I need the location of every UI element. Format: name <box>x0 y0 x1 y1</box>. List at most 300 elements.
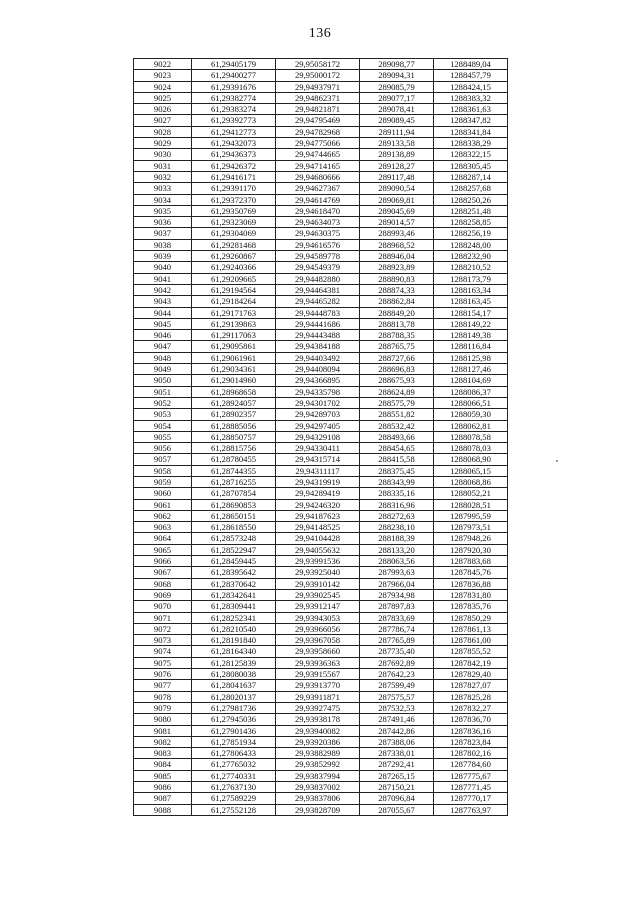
longitude-cell: 29,94680666 <box>276 171 360 182</box>
longitude-cell: 29,94616576 <box>276 239 360 250</box>
latitude-cell: 61,28573248 <box>192 533 276 544</box>
point-number-cell: 9034 <box>134 194 192 205</box>
x-coordinate-cell: 289045,69 <box>360 205 434 216</box>
latitude-cell: 61,27637130 <box>192 782 276 793</box>
latitude-cell: 61,29117063 <box>192 330 276 341</box>
table-row <box>134 217 508 228</box>
longitude-cell: 29,94443488 <box>276 330 360 341</box>
latitude-cell: 61,28924057 <box>192 397 276 408</box>
x-coordinate-cell: 287532,53 <box>360 702 434 713</box>
table-row <box>134 499 508 510</box>
x-coordinate-cell: 288849,20 <box>360 307 434 318</box>
y-coordinate-cell: 1288125,98 <box>434 352 508 363</box>
longitude-cell: 29,94441686 <box>276 318 360 329</box>
table-row <box>134 601 508 612</box>
y-coordinate-cell: 1287831,80 <box>434 589 508 600</box>
point-number-cell: 9085 <box>134 770 192 781</box>
point-number-cell: 9072 <box>134 623 192 634</box>
latitude-cell: 61,28191840 <box>192 635 276 646</box>
table-row <box>134 420 508 431</box>
table-row <box>134 194 508 205</box>
latitude-cell: 61,29281468 <box>192 239 276 250</box>
point-number-cell: 9075 <box>134 657 192 668</box>
x-coordinate-cell: 287833,69 <box>360 612 434 623</box>
point-number-cell: 9086 <box>134 782 192 793</box>
y-coordinate-cell: 1287845,76 <box>434 567 508 578</box>
latitude-cell: 61,29400277 <box>192 70 276 81</box>
x-coordinate-cell: 288862,84 <box>360 296 434 307</box>
latitude-cell: 61,29372370 <box>192 194 276 205</box>
longitude-cell: 29,93912147 <box>276 601 360 612</box>
longitude-cell: 29,94714165 <box>276 160 360 171</box>
table-row <box>134 702 508 713</box>
point-number-cell: 9023 <box>134 70 192 81</box>
point-number-cell: 9084 <box>134 759 192 770</box>
x-coordinate-cell: 289085,79 <box>360 81 434 92</box>
point-number-cell: 9032 <box>134 171 192 182</box>
latitude-cell: 61,28716255 <box>192 476 276 487</box>
longitude-cell: 29,94627367 <box>276 183 360 194</box>
table-row <box>134 544 508 555</box>
latitude-cell: 61,28707854 <box>192 488 276 499</box>
point-number-cell: 9083 <box>134 748 192 759</box>
y-coordinate-cell: 1287835,76 <box>434 601 508 612</box>
latitude-cell: 61,27765032 <box>192 759 276 770</box>
y-coordinate-cell: 1288457,79 <box>434 70 508 81</box>
longitude-cell: 29,94782968 <box>276 126 360 137</box>
point-number-cell: 9068 <box>134 578 192 589</box>
longitude-cell: 29,93936363 <box>276 657 360 668</box>
x-coordinate-cell: 288238,10 <box>360 522 434 533</box>
table-row <box>134 578 508 589</box>
y-coordinate-cell: 1287836,70 <box>434 714 508 725</box>
point-number-cell: 9063 <box>134 522 192 533</box>
table-row <box>134 92 508 103</box>
point-number-cell: 9045 <box>134 318 192 329</box>
longitude-cell: 29,93991536 <box>276 556 360 567</box>
table-row <box>134 386 508 397</box>
table-row <box>134 284 508 295</box>
longitude-cell: 29,93837806 <box>276 793 360 804</box>
x-coordinate-cell: 287055,67 <box>360 804 434 815</box>
point-number-cell: 9036 <box>134 217 192 228</box>
x-coordinate-cell: 287966,04 <box>360 578 434 589</box>
y-coordinate-cell: 1288059,30 <box>434 409 508 420</box>
table-row <box>134 793 508 804</box>
table-row <box>134 330 508 341</box>
x-coordinate-cell: 288188,39 <box>360 533 434 544</box>
x-coordinate-cell: 288727,66 <box>360 352 434 363</box>
point-number-cell: 9062 <box>134 510 192 521</box>
table-row <box>134 171 508 182</box>
x-coordinate-cell: 288316,96 <box>360 499 434 510</box>
point-number-cell: 9071 <box>134 612 192 623</box>
longitude-cell: 29,94618470 <box>276 205 360 216</box>
point-number-cell: 9051 <box>134 386 192 397</box>
point-number-cell: 9055 <box>134 431 192 442</box>
table-row <box>134 567 508 578</box>
longitude-cell: 29,94821871 <box>276 104 360 115</box>
longitude-cell: 29,93913770 <box>276 680 360 691</box>
y-coordinate-cell: 1288341,84 <box>434 126 508 137</box>
y-coordinate-cell: 1288078,58 <box>434 431 508 442</box>
latitude-cell: 61,28459445 <box>192 556 276 567</box>
table-row <box>134 375 508 386</box>
x-coordinate-cell: 287765,89 <box>360 635 434 646</box>
y-coordinate-cell: 1287861,13 <box>434 623 508 634</box>
point-number-cell: 9047 <box>134 341 192 352</box>
latitude-cell: 61,29432073 <box>192 138 276 149</box>
latitude-cell: 61,28164340 <box>192 646 276 657</box>
point-number-cell: 9056 <box>134 443 192 454</box>
table-row <box>134 115 508 126</box>
y-coordinate-cell: 1288251,48 <box>434 205 508 216</box>
latitude-cell: 61,27740331 <box>192 770 276 781</box>
longitude-cell: 29,93940082 <box>276 725 360 736</box>
longitude-cell: 29,94482880 <box>276 273 360 284</box>
latitude-cell: 61,27851934 <box>192 736 276 747</box>
longitude-cell: 29,94384188 <box>276 341 360 352</box>
table-row <box>134 669 508 680</box>
x-coordinate-cell: 288343,99 <box>360 476 434 487</box>
latitude-cell: 61,27806433 <box>192 748 276 759</box>
x-coordinate-cell: 288063,56 <box>360 556 434 567</box>
latitude-cell: 61,28744355 <box>192 465 276 476</box>
latitude-cell: 61,28885056 <box>192 420 276 431</box>
latitude-cell: 61,29034361 <box>192 364 276 375</box>
y-coordinate-cell: 1288104,69 <box>434 375 508 386</box>
point-number-cell: 9087 <box>134 793 192 804</box>
table-row <box>134 691 508 702</box>
latitude-cell: 61,28815756 <box>192 443 276 454</box>
table-row <box>134 341 508 352</box>
table-row <box>134 205 508 216</box>
longitude-cell: 29,94297405 <box>276 420 360 431</box>
table-row <box>134 443 508 454</box>
y-coordinate-cell: 1288322,15 <box>434 149 508 160</box>
latitude-cell: 61,27981736 <box>192 702 276 713</box>
x-coordinate-cell: 288993,46 <box>360 228 434 239</box>
longitude-cell: 29,93852992 <box>276 759 360 770</box>
table-row <box>134 522 508 533</box>
x-coordinate-cell: 289133,58 <box>360 138 434 149</box>
longitude-cell: 29,95058172 <box>276 59 360 70</box>
table-row <box>134 318 508 329</box>
point-number-cell: 9073 <box>134 635 192 646</box>
longitude-cell: 29,93927475 <box>276 702 360 713</box>
longitude-cell: 29,93828709 <box>276 804 360 815</box>
longitude-cell: 29,94775066 <box>276 138 360 149</box>
coordinates-table-container <box>133 58 508 816</box>
y-coordinate-cell: 1288232,90 <box>434 251 508 262</box>
longitude-cell: 29,94744665 <box>276 149 360 160</box>
longitude-cell: 29,93967058 <box>276 635 360 646</box>
latitude-cell: 61,29260867 <box>192 251 276 262</box>
y-coordinate-cell: 1287827,07 <box>434 680 508 691</box>
longitude-cell: 29,94408094 <box>276 364 360 375</box>
longitude-cell: 29,94634073 <box>276 217 360 228</box>
y-coordinate-cell: 1287771,45 <box>434 782 508 793</box>
table-row <box>134 160 508 171</box>
longitude-cell: 29,93882989 <box>276 748 360 759</box>
longitude-cell: 29,93966056 <box>276 623 360 634</box>
y-coordinate-cell: 1287883,68 <box>434 556 508 567</box>
x-coordinate-cell: 287292,41 <box>360 759 434 770</box>
table-row <box>134 736 508 747</box>
table-row <box>134 623 508 634</box>
longitude-cell: 29,94549379 <box>276 262 360 273</box>
table-row <box>134 364 508 375</box>
table-row <box>134 714 508 725</box>
point-number-cell: 9029 <box>134 138 192 149</box>
longitude-cell: 29,94187623 <box>276 510 360 521</box>
x-coordinate-cell: 288133,20 <box>360 544 434 555</box>
latitude-cell: 61,28902357 <box>192 409 276 420</box>
longitude-cell: 29,94937971 <box>276 81 360 92</box>
point-number-cell: 9064 <box>134 533 192 544</box>
latitude-cell: 61,29392773 <box>192 115 276 126</box>
longitude-cell: 29,93938178 <box>276 714 360 725</box>
point-number-cell: 9022 <box>134 59 192 70</box>
table-row <box>134 262 508 273</box>
table-row <box>134 352 508 363</box>
table-row <box>134 126 508 137</box>
y-coordinate-cell: 1287861,00 <box>434 635 508 646</box>
x-coordinate-cell: 287599,49 <box>360 680 434 691</box>
y-coordinate-cell: 1288116,84 <box>434 341 508 352</box>
longitude-cell: 29,93920386 <box>276 736 360 747</box>
y-coordinate-cell: 1288149,38 <box>434 330 508 341</box>
y-coordinate-cell: 1287850,29 <box>434 612 508 623</box>
longitude-cell: 29,94319919 <box>276 476 360 487</box>
point-number-cell: 9066 <box>134 556 192 567</box>
table-row <box>134 273 508 284</box>
x-coordinate-cell: 288624,89 <box>360 386 434 397</box>
latitude-cell: 61,29391676 <box>192 81 276 92</box>
point-number-cell: 9088 <box>134 804 192 815</box>
point-number-cell: 9044 <box>134 307 192 318</box>
table-row <box>134 465 508 476</box>
y-coordinate-cell: 1288383,32 <box>434 92 508 103</box>
point-number-cell: 9039 <box>134 251 192 262</box>
table-row <box>134 409 508 420</box>
table-row <box>134 612 508 623</box>
longitude-cell: 29,93925040 <box>276 567 360 578</box>
latitude-cell: 61,29171763 <box>192 307 276 318</box>
x-coordinate-cell: 288788,35 <box>360 330 434 341</box>
longitude-cell: 29,94311117 <box>276 465 360 476</box>
table-row <box>134 104 508 115</box>
y-coordinate-cell: 1287832,27 <box>434 702 508 713</box>
point-number-cell: 9033 <box>134 183 192 194</box>
y-coordinate-cell: 1287973,51 <box>434 522 508 533</box>
y-coordinate-cell: 1288347,82 <box>434 115 508 126</box>
y-coordinate-cell: 1288163,45 <box>434 296 508 307</box>
x-coordinate-cell: 289090,54 <box>360 183 434 194</box>
y-coordinate-cell: 1288028,51 <box>434 499 508 510</box>
table-row <box>134 759 508 770</box>
latitude-cell: 61,28395642 <box>192 567 276 578</box>
longitude-cell: 29,94465282 <box>276 296 360 307</box>
point-number-cell: 9078 <box>134 691 192 702</box>
x-coordinate-cell: 289014,57 <box>360 217 434 228</box>
y-coordinate-cell: 1288305,45 <box>434 160 508 171</box>
y-coordinate-cell: 1288086,37 <box>434 386 508 397</box>
point-number-cell: 9074 <box>134 646 192 657</box>
point-number-cell: 9035 <box>134 205 192 216</box>
latitude-cell: 61,29350769 <box>192 205 276 216</box>
longitude-cell: 29,95000172 <box>276 70 360 81</box>
x-coordinate-cell: 288532,42 <box>360 420 434 431</box>
x-coordinate-cell: 289128,27 <box>360 160 434 171</box>
latitude-cell: 61,28252341 <box>192 612 276 623</box>
x-coordinate-cell: 288272,63 <box>360 510 434 521</box>
longitude-cell: 29,94055632 <box>276 544 360 555</box>
y-coordinate-cell: 1287948,26 <box>434 533 508 544</box>
latitude-cell: 61,29209665 <box>192 273 276 284</box>
longitude-cell: 29,94614769 <box>276 194 360 205</box>
longitude-cell: 29,93837002 <box>276 782 360 793</box>
x-coordinate-cell: 287442,86 <box>360 725 434 736</box>
latitude-cell: 61,28020137 <box>192 691 276 702</box>
x-coordinate-cell: 287338,01 <box>360 748 434 759</box>
longitude-cell: 29,94330411 <box>276 443 360 454</box>
point-number-cell: 9070 <box>134 601 192 612</box>
longitude-cell: 29,94148525 <box>276 522 360 533</box>
point-number-cell: 9077 <box>134 680 192 691</box>
latitude-cell: 61,29139863 <box>192 318 276 329</box>
x-coordinate-cell: 288575,79 <box>360 397 434 408</box>
x-coordinate-cell: 287934,98 <box>360 589 434 600</box>
longitude-cell: 29,94403492 <box>276 352 360 363</box>
latitude-cell: 61,28309441 <box>192 601 276 612</box>
table-row <box>134 476 508 487</box>
table-row <box>134 138 508 149</box>
y-coordinate-cell: 1288149,22 <box>434 318 508 329</box>
longitude-cell: 29,94448783 <box>276 307 360 318</box>
y-coordinate-cell: 1288361,63 <box>434 104 508 115</box>
y-coordinate-cell: 1287823,84 <box>434 736 508 747</box>
longitude-cell: 29,94315714 <box>276 454 360 465</box>
latitude-cell: 61,28125839 <box>192 657 276 668</box>
table-row <box>134 149 508 160</box>
latitude-cell: 61,28210540 <box>192 623 276 634</box>
latitude-cell: 61,28618550 <box>192 522 276 533</box>
point-number-cell: 9038 <box>134 239 192 250</box>
x-coordinate-cell: 287150,21 <box>360 782 434 793</box>
y-coordinate-cell: 1288257,68 <box>434 183 508 194</box>
x-coordinate-cell: 287642,23 <box>360 669 434 680</box>
latitude-cell: 61,28780455 <box>192 454 276 465</box>
latitude-cell: 61,29383274 <box>192 104 276 115</box>
latitude-cell: 61,29014960 <box>192 375 276 386</box>
y-coordinate-cell: 1288062,81 <box>434 420 508 431</box>
x-coordinate-cell: 287575,57 <box>360 691 434 702</box>
y-coordinate-cell: 1287920,30 <box>434 544 508 555</box>
x-coordinate-cell: 288415,58 <box>360 454 434 465</box>
point-number-cell: 9082 <box>134 736 192 747</box>
longitude-cell: 29,93910142 <box>276 578 360 589</box>
x-coordinate-cell: 288375,45 <box>360 465 434 476</box>
point-number-cell: 9040 <box>134 262 192 273</box>
point-number-cell: 9052 <box>134 397 192 408</box>
latitude-cell: 61,29412773 <box>192 126 276 137</box>
point-number-cell: 9081 <box>134 725 192 736</box>
y-coordinate-cell: 1288250,26 <box>434 194 508 205</box>
latitude-cell: 61,29426372 <box>192 160 276 171</box>
longitude-cell: 29,94795469 <box>276 115 360 126</box>
y-coordinate-cell: 1288163,34 <box>434 284 508 295</box>
table-row <box>134 533 508 544</box>
page-number: 136 <box>308 26 332 41</box>
point-number-cell: 9025 <box>134 92 192 103</box>
table-row <box>134 510 508 521</box>
y-coordinate-cell: 1288248,00 <box>434 239 508 250</box>
point-number-cell: 9054 <box>134 420 192 431</box>
x-coordinate-cell: 289089,45 <box>360 115 434 126</box>
x-coordinate-cell: 288946,04 <box>360 251 434 262</box>
longitude-cell: 29,93902545 <box>276 589 360 600</box>
table-row <box>134 635 508 646</box>
point-number-cell: 9037 <box>134 228 192 239</box>
x-coordinate-cell: 287096,84 <box>360 793 434 804</box>
x-coordinate-cell: 289098,77 <box>360 59 434 70</box>
x-coordinate-cell: 288675,93 <box>360 375 434 386</box>
x-coordinate-cell: 288335,16 <box>360 488 434 499</box>
x-coordinate-cell: 288551,82 <box>360 409 434 420</box>
y-coordinate-cell: 1288066,51 <box>434 397 508 408</box>
latitude-cell: 61,29194564 <box>192 284 276 295</box>
y-coordinate-cell: 1287763,97 <box>434 804 508 815</box>
latitude-cell: 61,28342641 <box>192 589 276 600</box>
point-number-cell: 9046 <box>134 330 192 341</box>
table-row <box>134 657 508 668</box>
latitude-cell: 61,27901436 <box>192 725 276 736</box>
point-number-cell: 9059 <box>134 476 192 487</box>
table-row <box>134 81 508 92</box>
y-coordinate-cell: 1288068,90 <box>434 454 508 465</box>
longitude-cell: 29,93958660 <box>276 646 360 657</box>
point-number-cell: 9027 <box>134 115 192 126</box>
y-coordinate-cell: 1287995,59 <box>434 510 508 521</box>
latitude-cell: 61,28041637 <box>192 680 276 691</box>
y-coordinate-cell: 1288256,19 <box>434 228 508 239</box>
y-coordinate-cell: 1288338,29 <box>434 138 508 149</box>
x-coordinate-cell: 287786,74 <box>360 623 434 634</box>
point-number-cell: 9024 <box>134 81 192 92</box>
latitude-cell: 61,28850757 <box>192 431 276 442</box>
latitude-cell: 61,29304069 <box>192 228 276 239</box>
table-row <box>134 307 508 318</box>
y-coordinate-cell: 1288287,14 <box>434 171 508 182</box>
y-coordinate-cell: 1287784,60 <box>434 759 508 770</box>
x-coordinate-cell: 289111,94 <box>360 126 434 137</box>
table-row <box>134 804 508 815</box>
point-number-cell: 9058 <box>134 465 192 476</box>
y-coordinate-cell: 1288068,86 <box>434 476 508 487</box>
x-coordinate-cell: 288968,52 <box>360 239 434 250</box>
y-coordinate-cell: 1287802,16 <box>434 748 508 759</box>
y-coordinate-cell: 1288065,15 <box>434 465 508 476</box>
table-row <box>134 646 508 657</box>
x-coordinate-cell: 287692,89 <box>360 657 434 668</box>
y-coordinate-cell: 1287829,40 <box>434 669 508 680</box>
longitude-cell: 29,94335798 <box>276 386 360 397</box>
x-coordinate-cell: 288696,83 <box>360 364 434 375</box>
table-row <box>134 59 508 70</box>
x-coordinate-cell: 288454,65 <box>360 443 434 454</box>
point-number-cell: 9079 <box>134 702 192 713</box>
